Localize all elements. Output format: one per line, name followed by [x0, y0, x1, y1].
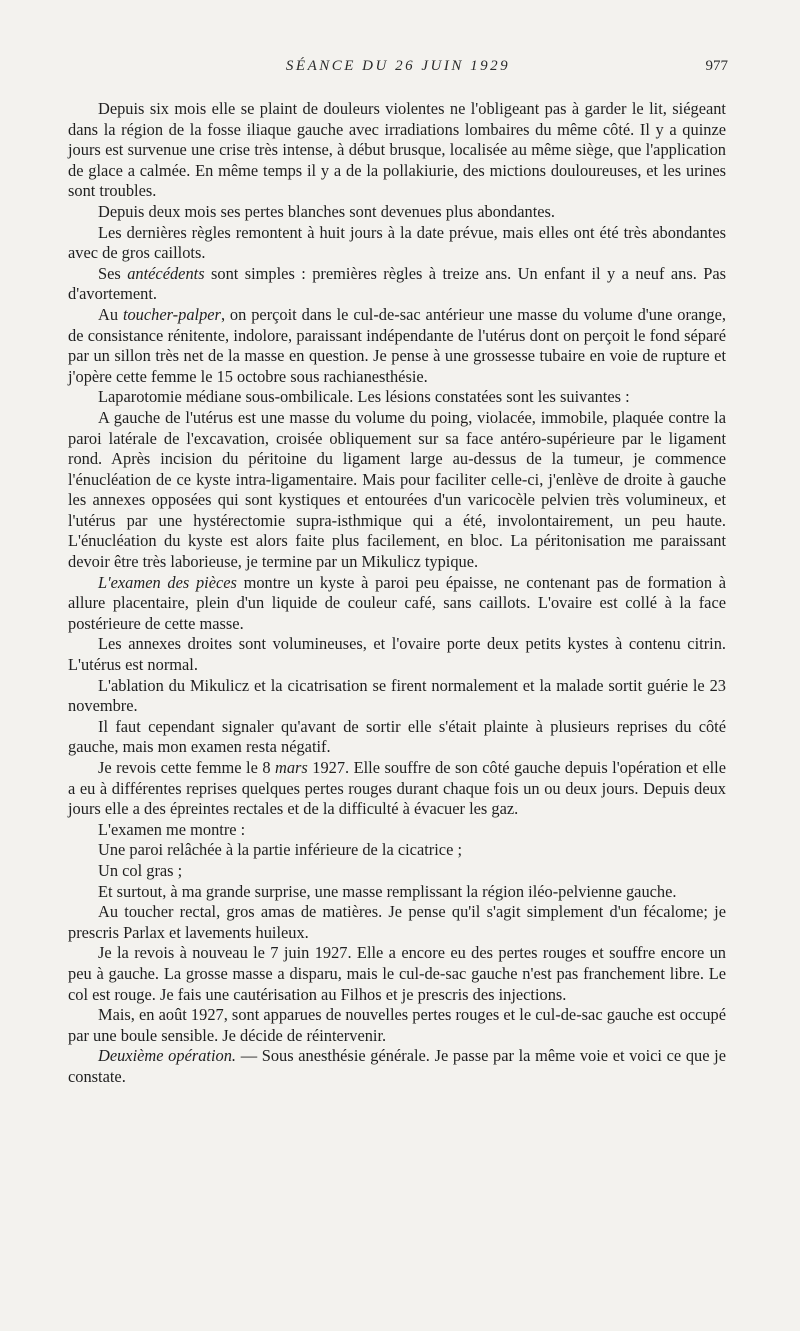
paragraph: Au toucher rectal, gros amas de matières. Je pense qu'il s'agit simplement d'un fécalome; je prescris Parlax et lavements huileux.	[68, 902, 726, 942]
paragraph: Je revois cette femme le 8 mars 1927. Elle souffre de son côté gauche depuis l'opération et elle a eu à différentes reprises quelques pertes rouges durant chaque fois un ou deux jours. Depuis deux jours elle a des épreintes rectales et de la difficulté à évacuer les gaz.	[68, 758, 726, 819]
page-header	[68, 58, 728, 80]
paragraph: L'ablation du Mikulicz et la cicatrisation se firent normalement et la malade sortit guérie le 23 novembre.	[68, 675, 726, 716]
paragraph: Les dernières règles remontent à huit jours à la date prévue, mais elles ont été très abondantes avec de gros caillots.	[68, 222, 726, 263]
paragraph: Et surtout, à ma grande surprise, une masse remplissant la région iléo-pelvienne gauche.	[98, 881, 677, 901]
paragraph: A gauche de l'utérus est une masse du volume du poing, violacée, immobile, plaquée contre la paroi latérale de l'excavation, croisée obliquement sur sa face antéro-supérieure par le ligament rond. Après incision du péritoine du ligament large au-dessus de la tumeur, je commence l'énucléation de ce kyste intra-ligamentaire. Mais pour faciliter celle-ci, j'enlève de droite à gauche les annexes opposées qui sont kystiques et entourées d'un varicocèle pelvien très volumineux, et l'utérus par une hystérectomie supra-isthmique qui a été, involontairement, un peu haute. L'énucléation du kyste est alors faite plus facilement, en bloc. La péritonisation me paraissant devoir être très laborieuse, je termine par un Mikulicz typique.	[68, 407, 726, 572]
paragraph: L'examen des pièces montre un kyste à paroi peu épaisse, ne contenant pas de formation à allure placentaire, plein d'un liquide de couleur café, sans caillots. L'ovaire est collé à la face postérieure de cette masse.	[68, 572, 726, 633]
paragraph: Depuis six mois elle se plaint de douleurs violentes ne l'obligeant pas à garder le lit, siégeant dans la région de la fosse iliaque gauche avec irradiations lombaires du même côté. Il y a quinze jours est survenue une crise très intense, à début brusque, localisée au même siège, que l'application de glace a calmée. En même temps il y a de la pollakiurie, des mictions douloureuses, et les urines sont troubles.	[68, 99, 726, 201]
italic-term: Deuxième opération.	[98, 1046, 237, 1066]
paragraph: Un col gras ;	[98, 860, 183, 880]
body-text	[68, 99, 726, 1088]
running-head: SÉANCE DU 26 JUIN 1929	[285, 58, 511, 74]
italic-term: toucher-palper	[122, 304, 221, 324]
italic-term: antécédents	[127, 263, 205, 283]
paragraph: Je la revois à nouveau le 7 juin 1927. Elle a encore eu des pertes rouges et souffre encore un peu à gauche. La grosse masse a disparu, mais le cul-de-sac gauche n'est pas franchement libre. Le col est rouge. Je fais une cautérisation au Filhos et je prescris des injections.	[68, 943, 726, 1004]
paragraph: Une paroi relâchée à la partie inférieure de la cicatrice ;	[98, 840, 463, 860]
paragraph: Au toucher-palper, on perçoit dans le cul-de-sac antérieur une masse du volume d'une orange, de consistance rénitente, indolore, paraissant indépendante de l'utérus dont on perçoit le fond séparé par un sillon très net de la masse en question. Je pense à une grossesse tubaire en voie de rupture et j'opère cette femme le 15 octobre sous rachianesthésie.	[68, 304, 726, 386]
italic-term: mars	[275, 758, 308, 777]
paragraph: Deuxième opération. — Sous anesthésie générale. Je passe par la même voie et voici ce que je constate.	[68, 1046, 726, 1086]
paragraph: Ses antécédents sont simples : premières règles à treize ans. Un enfant il y a neuf ans. Pas d'avortement.	[68, 263, 727, 304]
paragraph: Mais, en août 1927, sont apparues de nouvelles pertes rouges et le cul-de-sac gauche est occupé par une boule sensible. Je décide de réintervenir.	[68, 1005, 726, 1045]
paragraph: Laparotomie médiane sous-ombilicale. Les lésions constatées sont les suivantes :	[98, 387, 630, 407]
italic-term: L'examen des pièces	[98, 572, 237, 592]
paragraph: Il faut cependant signaler qu'avant de sortir elle s'était plainte à plusieurs reprises du côté gauche, mais mon examen resta négatif.	[68, 716, 726, 757]
paragraph: Depuis deux mois ses pertes blanches sont devenues plus abondantes.	[98, 201, 556, 221]
page-number: 977	[705, 58, 728, 74]
paragraph: L'examen me montre :	[98, 819, 246, 839]
paragraph: Les annexes droites sont volumineuses, et l'ovaire porte deux petits kystes à contenu citrin. L'utérus est normal.	[68, 634, 726, 675]
